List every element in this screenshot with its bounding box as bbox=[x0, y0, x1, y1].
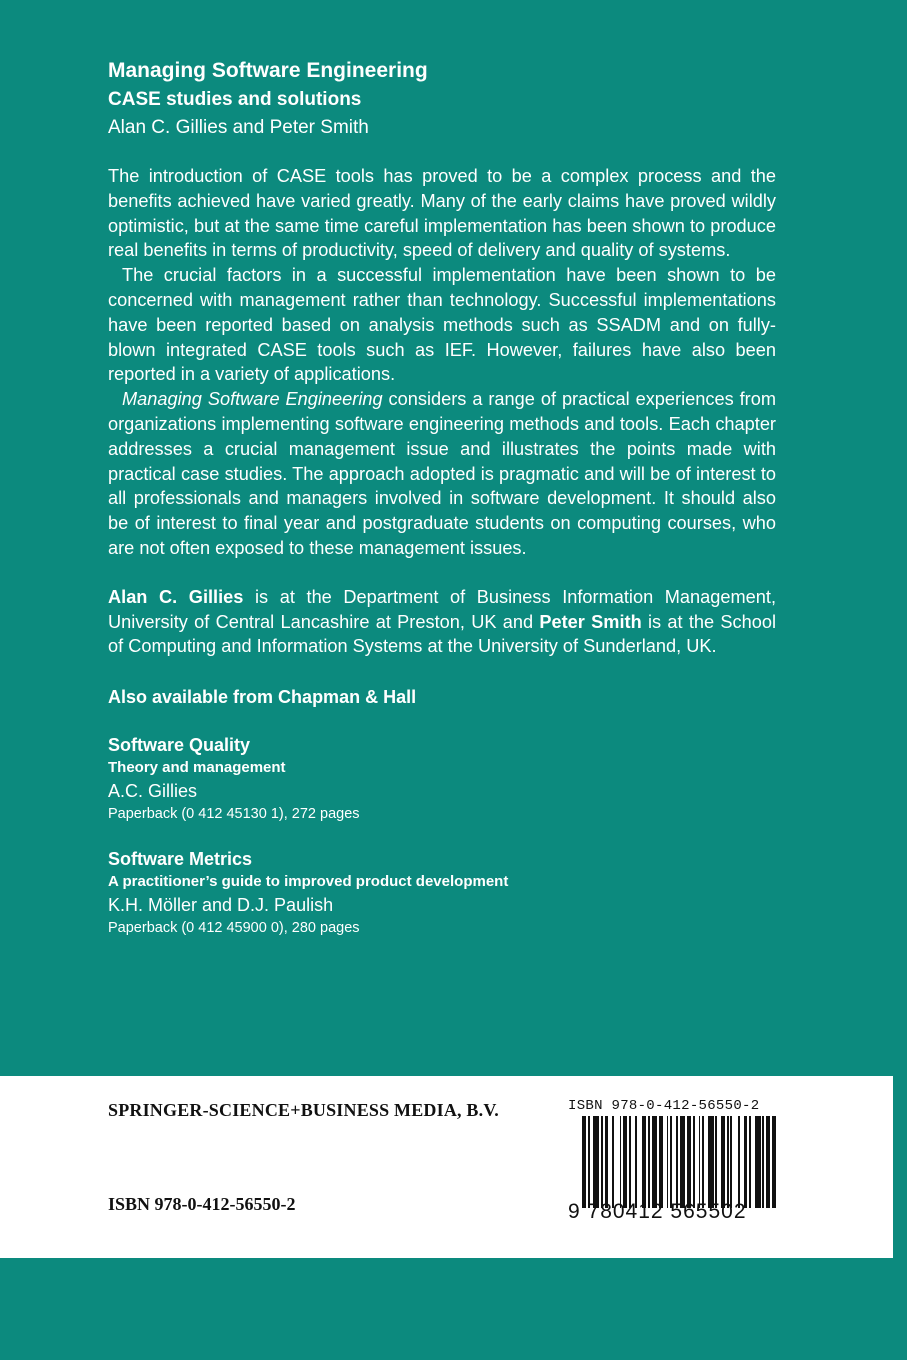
related-book-subtitle: Theory and management bbox=[108, 759, 286, 777]
also-available-heading: Also available from Chapman & Hall bbox=[108, 687, 417, 708]
blurb-paragraph-2: The crucial factors in a successful implementation have been shown to be concerned with management rather than technology. Successful implementations have been reported based on analysis methods such as SSADM and on fully-blown integrated CASE tools such as IEF. However, failures have also been reported in a variety of applications. bbox=[108, 265, 776, 385]
publisher-band bbox=[0, 1076, 893, 1258]
author-name-2: Peter Smith bbox=[539, 611, 642, 632]
blurb bbox=[108, 164, 776, 561]
related-book bbox=[108, 847, 776, 939]
book-authors: Alan C. Gillies and Peter Smith bbox=[108, 117, 369, 138]
publisher-name: SPRINGER-SCIENCE+BUSINESS MEDIA, B.V. bbox=[108, 1100, 499, 1120]
blurb-book-title: Managing Software Engineering bbox=[122, 389, 383, 410]
related-book-title: Software Metrics bbox=[108, 849, 253, 870]
related-book-authors: K.H. Möller and D.J. Paulish bbox=[108, 895, 334, 916]
blurb-paragraph-1: The introduction of CASE tools has proved to be a complex process and the benefits achieved have varied greatly. Many of the early claims have proved wildly optimistic, but at the same time careful implementation has been shown to produce real benefits in terms of productivity, speed of delivery and quality of systems. bbox=[108, 166, 776, 261]
isbn-text: ISBN 978-0-412-56550-2 bbox=[108, 1194, 296, 1214]
barcode-bars bbox=[582, 1116, 778, 1208]
barcode-isbn: ISBN 978-0-412-56550-2 bbox=[568, 1098, 760, 1114]
related-book-publication: Paperback (0 412 45900 0), 280 pages bbox=[108, 920, 360, 937]
barcode bbox=[568, 1098, 786, 1230]
author-bio-text-1: is at the Department of Business Information Management, University of Central Lancashire at Preston, UK and bbox=[108, 586, 776, 632]
blurb-paragraph-3-text: considers a range of practical experiences from organizations implementing software engineering methods and tools. Each chapter addresses a crucial management issue and illustrates the points made with practical case studies. The approach adopted is pragmatic and will be of interest to all professionals and managers involved in software development. It should also be of interest to final year and postgraduate students on computing courses, who are not often exposed to these management issues. bbox=[108, 389, 776, 558]
author-bio bbox=[108, 585, 776, 659]
author-name-1: Alan C. Gillies bbox=[108, 586, 244, 607]
barcode-digits: 9 780412 565502 bbox=[568, 1200, 747, 1223]
related-book-title: Software Quality bbox=[108, 735, 251, 756]
blurb-paragraph-3 bbox=[108, 387, 776, 561]
barcode-bar bbox=[776, 1116, 778, 1208]
author-bio-text-2: is at the School of Computing and Information Systems at the University of Sunderland, UK. bbox=[108, 611, 777, 657]
related-book-authors: A.C. Gillies bbox=[108, 781, 198, 802]
related-book-subtitle: A practitioner’s guide to improved product development bbox=[108, 873, 509, 891]
related-book-publication: Paperback (0 412 45130 1), 272 pages bbox=[108, 806, 360, 823]
book-title: Managing Software Engineering bbox=[108, 59, 428, 82]
back-cover-content bbox=[108, 56, 776, 939]
related-book bbox=[108, 733, 776, 825]
book-subtitle: CASE studies and solutions bbox=[108, 89, 362, 110]
